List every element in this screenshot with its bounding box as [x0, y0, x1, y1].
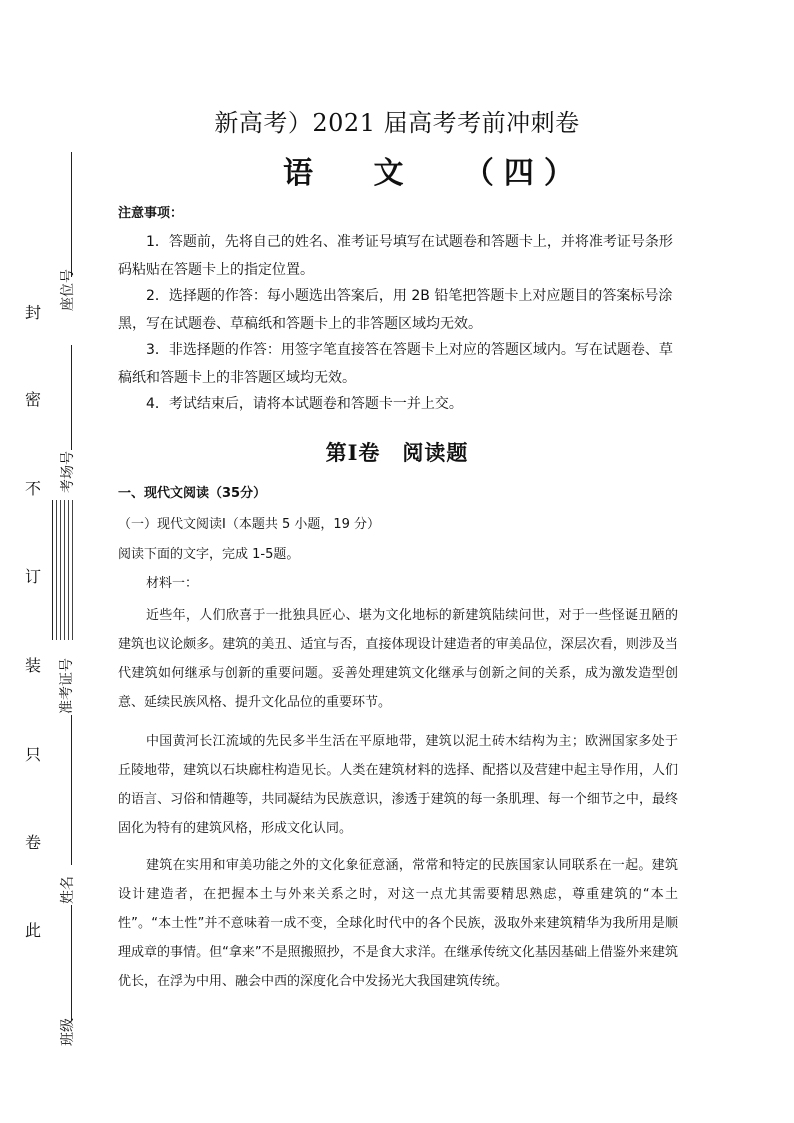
seat-number-label: 座位号 [60, 269, 76, 311]
admission-number-boxes [52, 500, 75, 640]
binding-char-zhuang: 装 [25, 656, 42, 675]
notice-item-3: 3．非选择题的作答：用签字笔直接答在答题卡上对应的答题区域内。写在试题卷、草稿纸和答题卡上的非答题区域均无效。 [118, 342, 673, 386]
exam-room-line [71, 345, 72, 450]
material-paragraph-1: 近些年，人们欣喜于一批独具匠心、堪为文化地标的新建筑陆续问世，对于一些怪诞丑陋的建筑也议论颇多。建筑的美丑、适宜与否，直接体现设计建造者的审美品位，深层次看，则涉及当代建筑如何继承与创新的重要问题。妥善处理建筑文化继承与创新之间的关系，成为激发造型创意、延续民族风格、提升文化品位的重要环节。 [118, 608, 678, 710]
binding-char-ci: 此 [25, 921, 42, 940]
instruction-line: 阅读下面的文字，完成 1-5题。 [118, 547, 300, 562]
binding-char-zhi: 只 [25, 745, 42, 764]
name-label: 姓名 [60, 876, 76, 904]
name-line [71, 715, 72, 865]
binding-char-bu: 不 [25, 479, 42, 498]
binding-char-mi: 密 [25, 390, 42, 409]
notice-item-4: 4．考试结束后，请将本试题卷和答题卡一并上交。 [146, 396, 463, 412]
exam-title: 新高考）2021 届高考考前冲刺卷 [214, 109, 580, 137]
class-line [71, 905, 72, 1020]
notice-item-2: 2．选择题的作答：每小题选出答案后，用 2B 铅笔把答题卡上对应题目的答案标号涂黑，写在试题卷、草稿纸和答题卡上的非答题区域均无效。 [118, 288, 673, 332]
admission-number-label: 准考证号 [59, 658, 75, 714]
sub-heading: （一）现代文阅读Ⅰ（本题共 5 小题，19 分） [118, 517, 381, 532]
material-label: 材料一： [146, 576, 199, 591]
section-title: 第Ⅰ卷 阅读题 [325, 440, 469, 465]
binding-char-juan: 卷 [25, 833, 42, 852]
class-label: 班级 [60, 1018, 76, 1046]
subject-title: 语 文 （四） [283, 156, 584, 191]
notice-heading: 注意事项： [118, 206, 184, 221]
exam-room-label: 考场号 [60, 451, 76, 493]
material-paragraph-3: 建筑在实用和审美功能之外的文化象征意涵，常常和特定的民族国家认同联系在一起。建筑设计建造者，在把握本土与外来关系之时，对这一点尤其需要精思熟虑，尊重建筑的“本土性”。“本土性”并不意味着一成不变，全球化时代中的各个民族，汲取外来建筑精华为我所用是顺理成章的事情。但“拿来”不是照搬照抄，不是食大求洋。在继承传统文化基因基础上借鉴外来建筑优长，在浮为中用、融会中西的深度化合中发扬光大我国建筑传统。 [118, 858, 678, 989]
notice-item-1: 1．答题前，先将自己的姓名、准考证号填写在试题卷和答题卡上，并将准考证号条形码粘贴在答题卡上的指定位置。 [118, 234, 673, 278]
binding-char-ding: 订 [25, 567, 42, 586]
material-paragraph-2: 中国黄河长江流域的先民多半生活在平原地带，建筑以泥土砖木结构为主；欧洲国家多处于丘陵地带，建筑以石块廊柱构造见长。人类在建筑材料的选择、配搭以及营建中起主导作用，人们的语言、习俗和情趣等，共同凝结为民族意识，渗透于建筑的每一条肌理、每一个细节之中，最终固化为特有的建筑风格，形成文化认同。 [118, 734, 678, 836]
part-heading: 一、现代文阅读（35分） [118, 486, 267, 501]
binding-char-feng: 封 [25, 303, 42, 322]
seat-number-line [71, 152, 72, 277]
